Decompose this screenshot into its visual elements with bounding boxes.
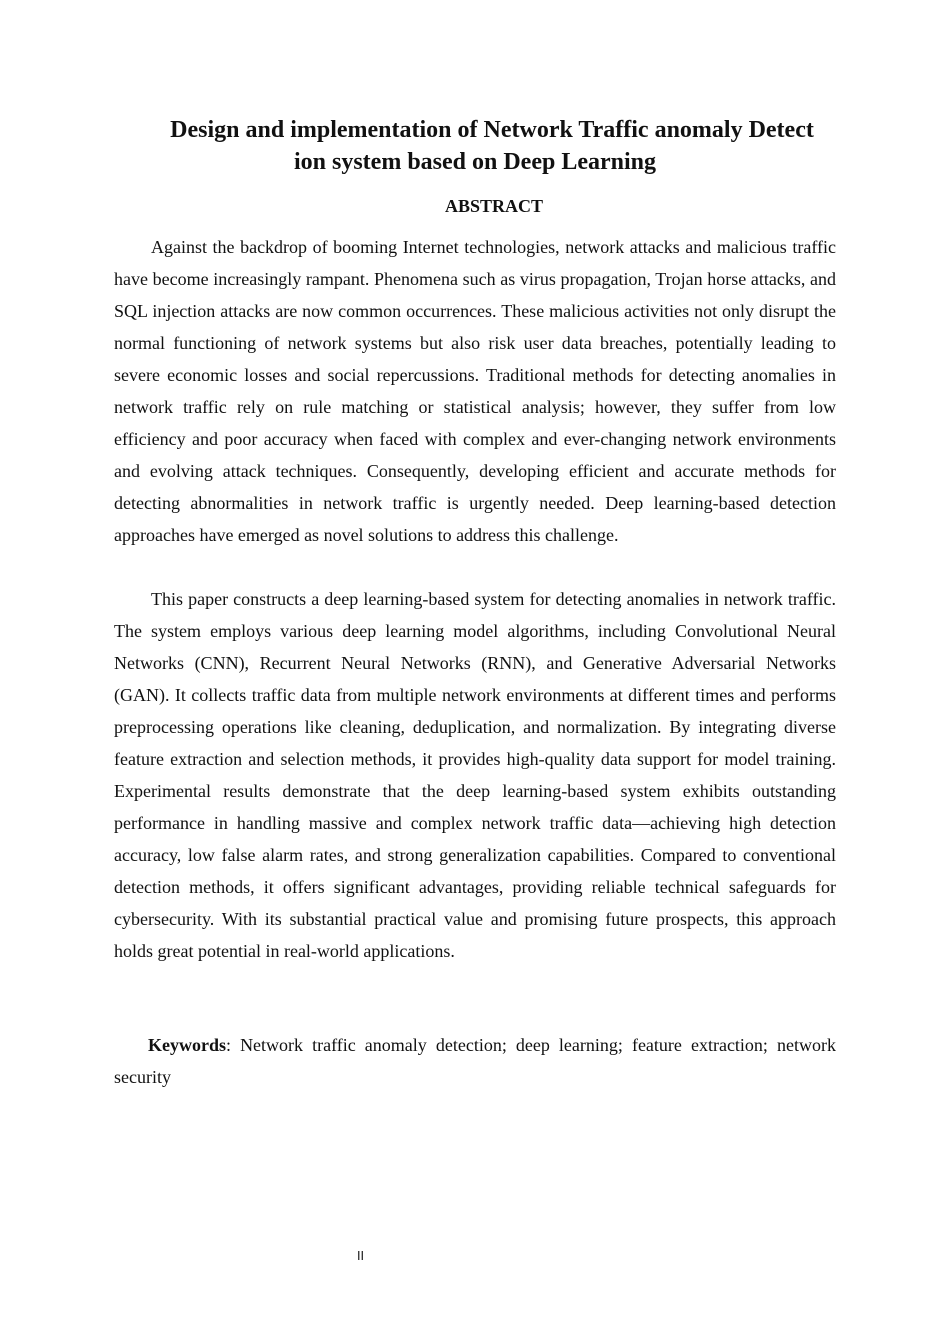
abstract-paragraph-1: Against the backdrop of booming Internet technologies, network attacks and malicious traffic have become increasingly rampant. Phenomena such as virus propagation, Trojan horse attacks, and SQL injection attacks are now common occurrences. These malicious activities not only disrupt the normal functioning of network systems but also risk user data breaches, potentially leading to severe economic losses and social repercussions. Traditional methods for detecting anomalies in network traffic rely on rule matching or statistical analysis; however, they suffer from low efficiency and poor accuracy when faced with complex and ever-changing network environments and evolving attack techniques. Consequently, developing efficient and accurate methods for detecting abnormalities in network traffic is urgently needed. Deep learning-based detection approaches have emerged as novel solutions to address this challenge. [114,237,836,545]
keywords-line [114,1029,836,1093]
paper-title-line-1: Design and implementation of Network Traffic anomaly Detect [170,117,814,143]
keywords-label: Keywords [148,1035,226,1055]
paper-title-line-2: ion system based on Deep Learning [293,149,657,175]
abstract-heading: ABSTRACT [444,196,544,216]
keywords-text: Network traffic anomaly detection; deep learning; feature extraction; network security [114,1035,836,1087]
keywords-separator: : [226,1035,241,1055]
page-number: II [357,1249,365,1263]
abstract-paragraph-2: This paper constructs a deep learning-based system for detecting anomalies in network traffic. The system employs various deep learning model algorithms, including Convolutional Neural Networks (CNN), Recurrent Neural Networks (RNN), and Generative Adversarial Networks (GAN). It collects traffic data from multiple network environments at different times and performs preprocessing operations like cleaning, deduplication, and normalization. By integrating diverse feature extraction and selection methods, it provides high-quality data support for model training. Experimental results demonstrate that the deep learning-based system exhibits outstanding performance in handling massive and complex network traffic data—achieving high detection accuracy, low false alarm rates, and strong generalization capabilities. Compared to conventional detection methods, it offers significant advantages, providing reliable technical safeguards for cybersecurity. With its substantial practical value and promising future prospects, this approach holds great potential in real-world applications. [114,589,836,961]
